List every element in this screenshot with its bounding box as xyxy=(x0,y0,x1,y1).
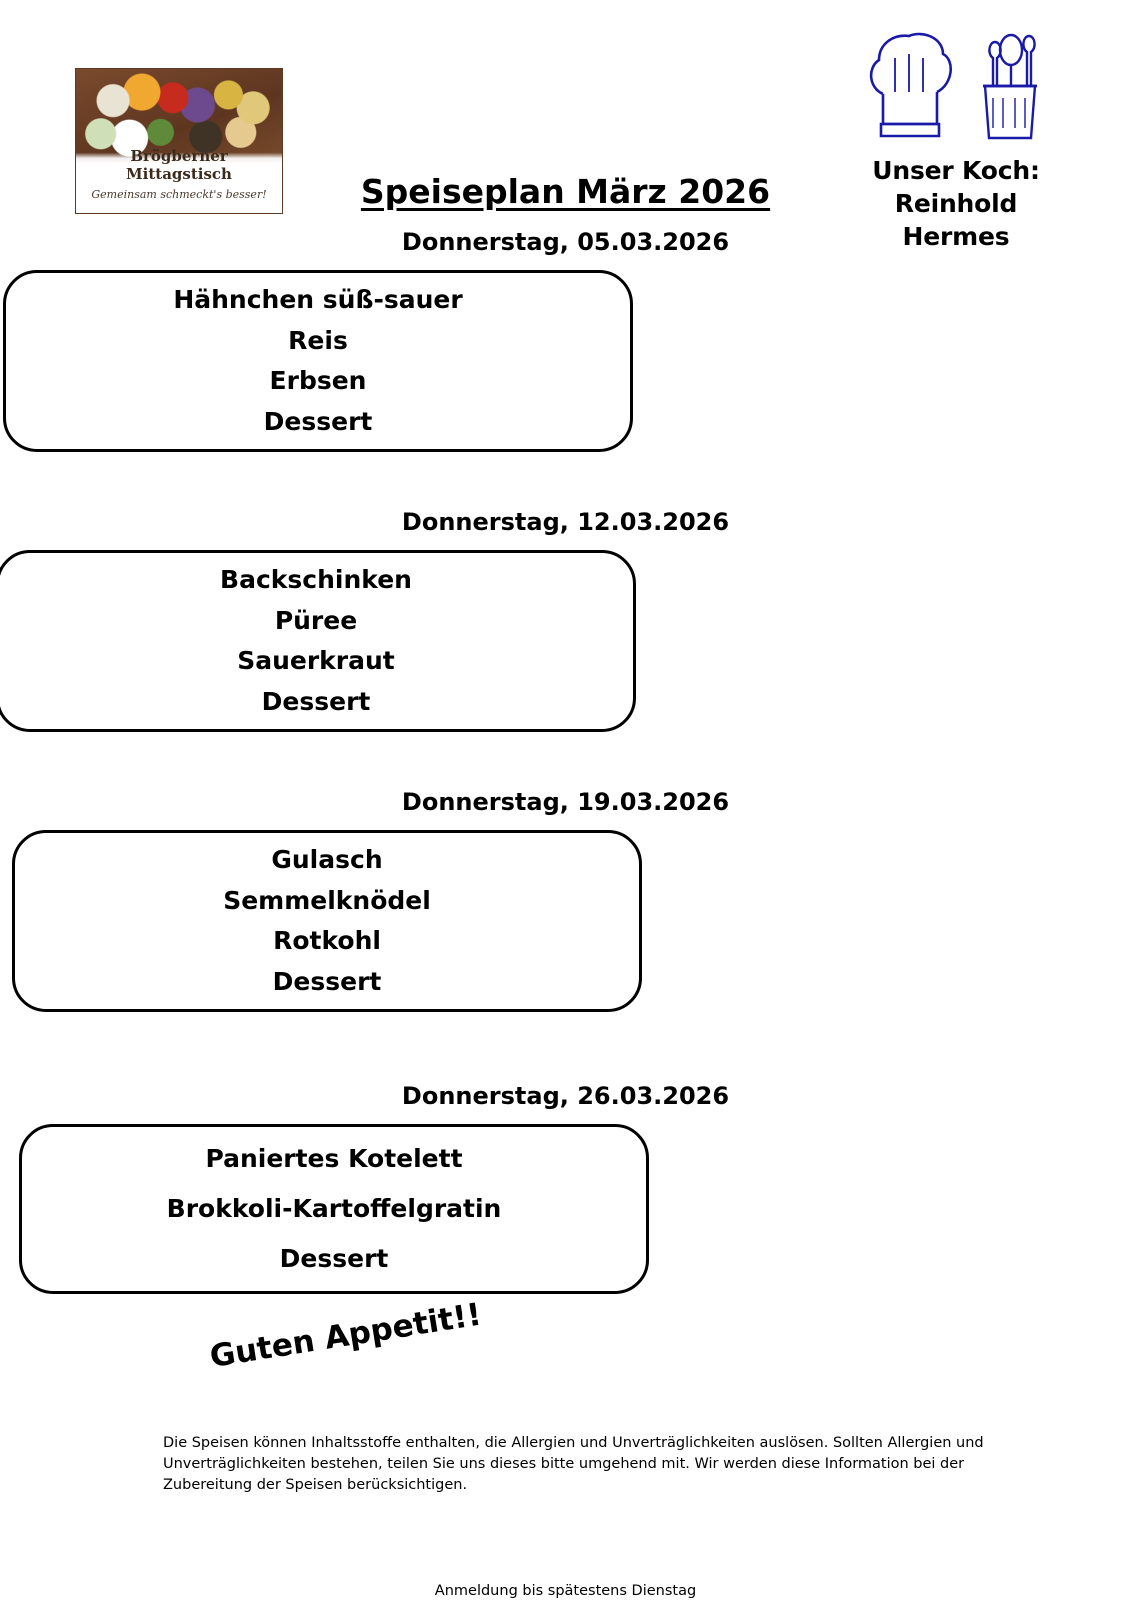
menu-item: Backschinken xyxy=(220,565,412,594)
menu-section xyxy=(0,228,1131,452)
menu-date: Donnerstag, 12.03.2026 xyxy=(401,508,730,536)
menu-item: Rotkohl xyxy=(273,926,381,955)
menu-item: Dessert xyxy=(261,686,371,716)
menu-date: Donnerstag, 19.03.2026 xyxy=(401,788,730,816)
menu-card xyxy=(12,830,642,1012)
menu-section xyxy=(0,508,1131,732)
utensil-jar-icon xyxy=(971,28,1049,150)
menu-date: Donnerstag, 05.03.2026 xyxy=(401,228,730,256)
menu-item: Reis xyxy=(288,325,348,355)
bon-appetit-text: Guten Appetit!! xyxy=(207,1296,484,1375)
cook-block xyxy=(841,28,1071,253)
brand-slogan: Gemeinsam schmeckt's besser! xyxy=(91,188,267,201)
cook-icons xyxy=(841,28,1071,150)
spacer xyxy=(0,754,1131,788)
allergen-note: Die Speisen können Inhaltsstoffe enthalten, die Allergien und Unverträglichkeiten auslösen. Sollten Allergien und Unverträglichkeiten bestehen, teilen Sie uns dieses bitte umgehend mit. Wir werden diese Information bei der Zubereitung der Speisen berücksichtigen. xyxy=(163,1435,984,1494)
menu-date: Donnerstag, 26.03.2026 xyxy=(401,1082,730,1110)
menu-item: Hähnchen süß-sauer xyxy=(173,285,463,314)
menu-item: Püree xyxy=(274,605,358,635)
brand-name: Brögberner Mittagstisch xyxy=(126,147,232,183)
menu-section xyxy=(0,1082,1131,1294)
menu-item: Gulasch xyxy=(271,845,383,874)
menu-item: Dessert xyxy=(272,966,382,996)
menu-item: Paniertes Kotelett xyxy=(205,1144,463,1173)
menu-item: Erbsen xyxy=(269,366,367,395)
menu-item: Sauerkraut xyxy=(237,646,395,675)
menu-card xyxy=(19,1124,649,1294)
chef-hat-icon xyxy=(863,28,955,150)
menu-card xyxy=(3,270,633,452)
menu-item: Semmelknödel xyxy=(223,885,431,915)
page-title: Speiseplan März 2026 xyxy=(360,172,771,211)
cook-name-line2: Hermes xyxy=(902,222,1010,251)
cook-name-line1: Reinhold xyxy=(894,189,1018,218)
menu-item: Dessert xyxy=(279,1244,389,1273)
spacer xyxy=(0,1034,1131,1082)
menu-section xyxy=(0,788,1131,1012)
menu-item: Brokkoli-Kartoffelgratin xyxy=(166,1194,502,1223)
spacer xyxy=(0,474,1131,508)
footer-note: Anmeldung bis spätestens Dienstag xyxy=(434,1583,697,1599)
menu-list xyxy=(0,228,1131,1316)
menu-card xyxy=(0,550,636,732)
cook-label-text: Unser Koch: xyxy=(872,156,1040,185)
menu-item: Dessert xyxy=(263,406,373,436)
